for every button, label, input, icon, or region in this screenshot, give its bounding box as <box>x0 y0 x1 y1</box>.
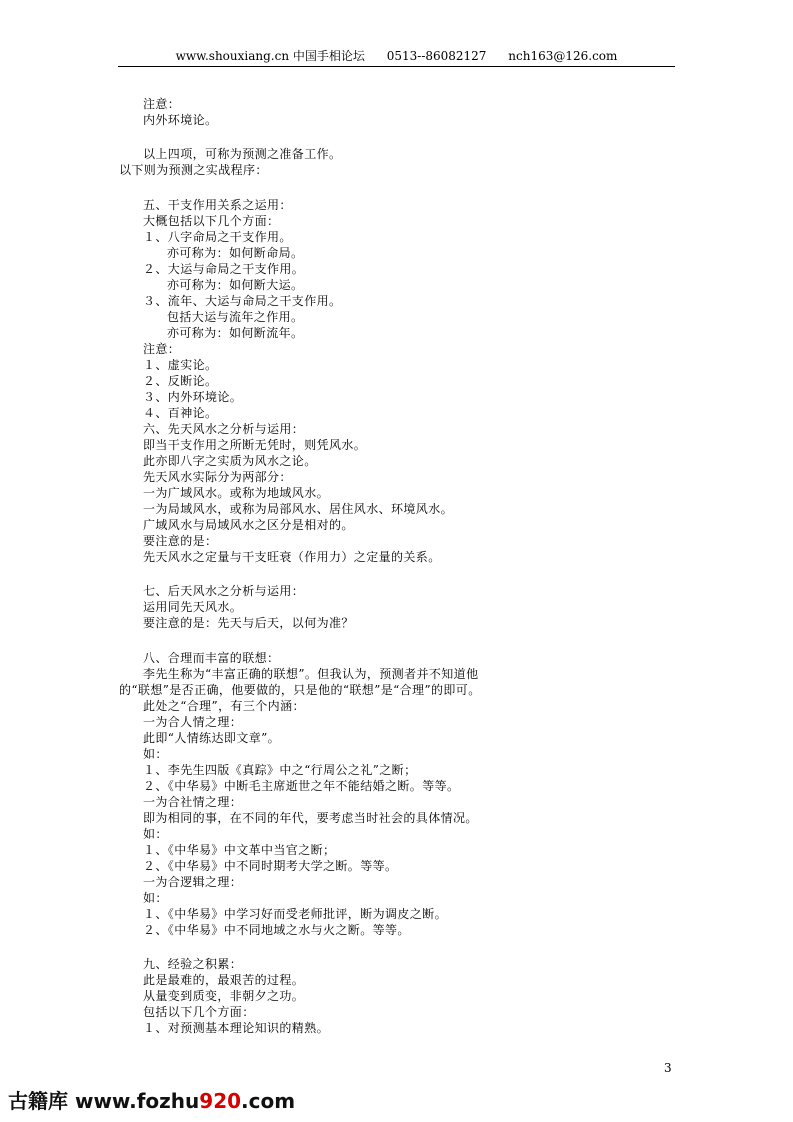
list-item: ２、《中华易》中不同地域之水与火之断。等等。 <box>143 923 410 937</box>
text-line: 的“联想”是否正确，他要做的，只是他的“联想”是“合理”的即可。 <box>119 683 481 697</box>
text-line: 即当干支作用之所断无凭时，则凭风水。 <box>143 438 367 452</box>
watermark-suffix: .com <box>241 1089 296 1113</box>
list-item: ４、百神论。 <box>143 406 218 420</box>
header-divider <box>118 66 675 67</box>
text-line: 亦可称为：如何断大运。 <box>167 278 304 292</box>
watermark-accent: 920 <box>199 1089 242 1113</box>
list-item: １、八字命局之干支作用。 <box>143 230 292 244</box>
text-line: 要注意的是： <box>143 534 218 548</box>
text-line: 以下则为预测之实战程序： <box>119 163 268 177</box>
site-watermark <box>8 1088 295 1114</box>
list-item: １、《中华易》中文革中当官之断； <box>143 843 336 857</box>
list-item: ３、内外环境论。 <box>143 390 243 404</box>
text-line: 一为合人情之理： <box>143 715 243 729</box>
text-line: 大概包括以下几个方面： <box>143 214 280 228</box>
list-item: ２、《中华易》中断毛主席逝世之年不能结婚之断。等等。 <box>143 779 460 793</box>
text-line: 此处之“合理”，有三个内涵： <box>143 699 305 713</box>
text-line: 注意： <box>143 342 181 356</box>
text-line: 一为局域风水，或称为局部风水、居住风水、环境风水。 <box>143 502 454 516</box>
text-line: 内外环境论。 <box>143 113 218 127</box>
section-heading: 六、先天风水之分析与运用： <box>143 422 305 436</box>
list-item: ２、反断论。 <box>143 374 218 388</box>
page-number: 3 <box>664 1061 672 1075</box>
text-line: 先天风水实际分为两部分： <box>143 470 292 484</box>
text-line: 包括大运与流年之作用。 <box>167 310 304 324</box>
list-item: １、《中华易》中学习好而受老师批评，断为调皮之断。 <box>143 907 448 921</box>
header-site: www.shouxiang.cn 中国手相论坛 <box>175 49 365 63</box>
section-heading: 五、干支作用关系之运用： <box>143 198 292 212</box>
list-item: １、李先生四版《真踪》中之“行周公之礼”之断； <box>143 763 417 777</box>
section-heading: 七、后天风水之分析与运用： <box>143 584 305 598</box>
text-line: 先天风水之定量与干支旺衰（作用力）之定量的关系。 <box>143 550 441 564</box>
text-line: 如： <box>143 827 168 841</box>
text-line: 如： <box>143 747 168 761</box>
text-line: 要注意的是：先天与后天，以何为准？ <box>143 616 354 630</box>
text-line: 广域风水与局域风水之区分是相对的。 <box>143 518 354 532</box>
list-item: １、虚实论。 <box>143 358 218 372</box>
text-line: 即为相同的事，在不同的年代，要考虑当时社会的具体情况。 <box>143 811 478 825</box>
list-item: １、对预测基本理论知识的精熟。 <box>143 1021 330 1035</box>
header-phone: 0513--86082127 <box>386 49 487 63</box>
text-line: 一为广域风水。或称为地域风水。 <box>143 486 330 500</box>
text-line: 运用同先天风水。 <box>143 600 243 614</box>
text-line: 此亦即八字之实质为风水之论。 <box>143 454 317 468</box>
list-item: ２、《中华易》中不同时期考大学之断。等等。 <box>143 859 398 873</box>
section-heading: 九、经验之积累： <box>143 957 243 971</box>
text-line: 以上四项，可称为预测之准备工作。 <box>143 147 342 161</box>
section-heading: 八、合理而丰富的联想： <box>143 651 280 665</box>
text-line: 李先生称为“丰富正确的联想”。但我认为，预测者并不知道他 <box>143 667 479 681</box>
text-line: 亦可称为：如何断命局。 <box>167 246 304 260</box>
watermark-prefix: 古籍库 www.fozhu <box>8 1089 200 1113</box>
text-line: 包括以下几个方面： <box>143 1005 255 1019</box>
text-line: 亦可称为：如何断流年。 <box>167 326 304 340</box>
list-item: ３、流年、大运与命局之干支作用。 <box>143 294 342 308</box>
text-line: 一为合逻辑之理： <box>143 875 243 889</box>
page-header <box>118 48 675 65</box>
text-line: 如： <box>143 891 168 905</box>
text-line: 此是最难的，最艰苦的过程。 <box>143 973 305 987</box>
text-line: 一为合社情之理： <box>143 795 243 809</box>
text-line: 从量变到质变，非朝夕之功。 <box>143 989 305 1003</box>
text-line: 注意： <box>143 97 181 111</box>
text-line: 此即“人情练达即文章”。 <box>143 731 281 745</box>
header-email: nch163@126.com <box>508 49 618 63</box>
list-item: ２、大运与命局之干支作用。 <box>143 262 305 276</box>
